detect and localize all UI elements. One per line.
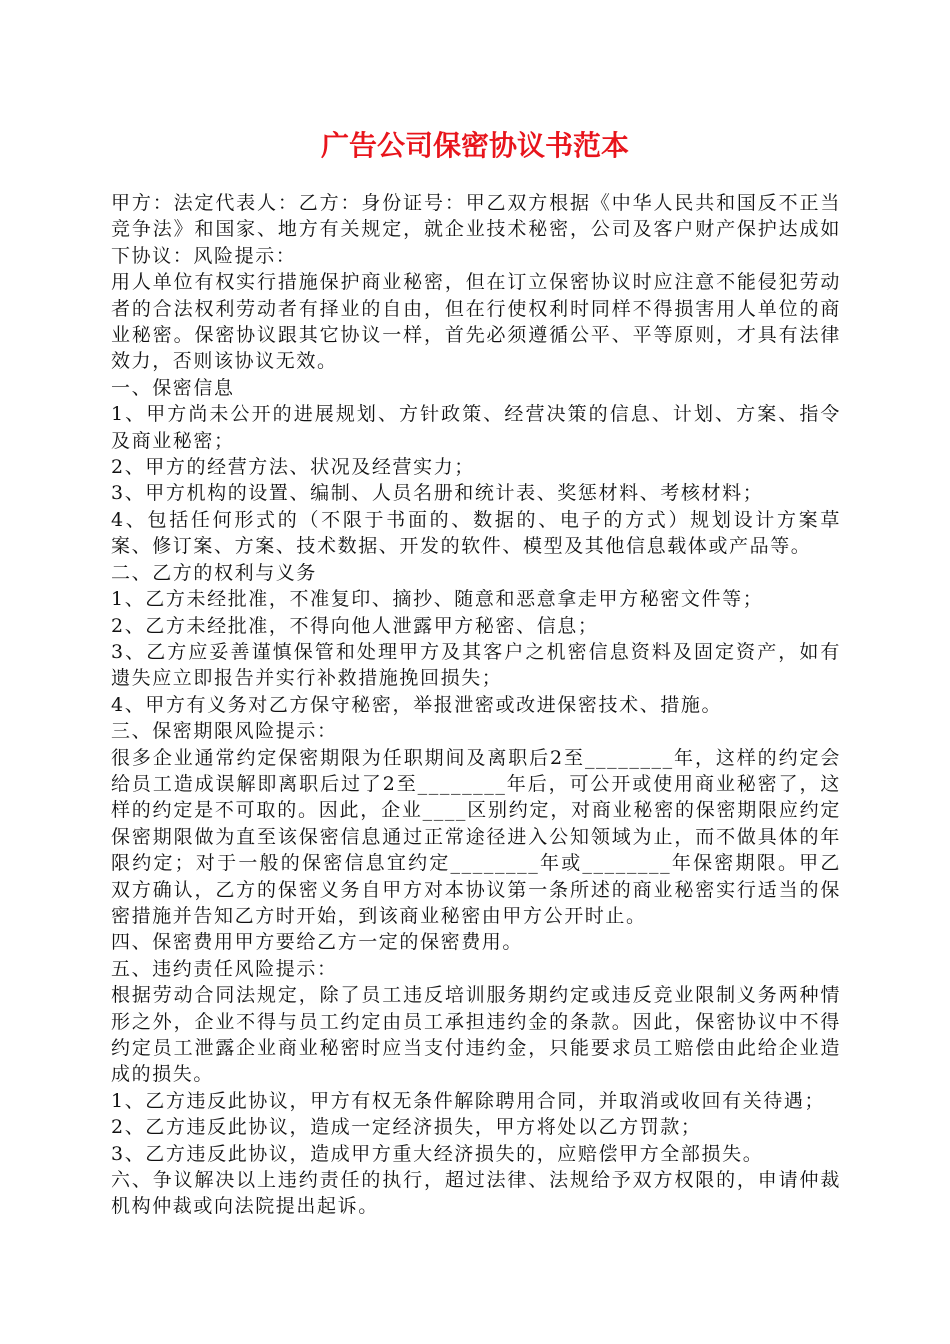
- document-title: 广告公司保密协议书范本: [320, 129, 629, 162]
- paragraph-period-details: 很多企业通常约定保密期限为任职期间及离职后2至________年，这样的约定会给员工造成误解即离职后过了2至________年后，可公开或使用商业秘密了，这样的约定是不可取的。因此，企业____区别约定，对商业秘密的保密期限应约定保密期限做为直至该保密信息通过正常途径进入公知领域为止，而不做具体的年限约定；对于一般的保密信息宜约定________年或________年保密期限。甲乙双方确认，乙方的保密义务自甲方对本协议第一条所述的商业秘密实行适当的保密措施并告知乙方时开始，到该商业秘密由甲方公开时止。: [111, 746, 841, 927]
- paragraph-breach-details: 根据劳动合同法规定，除了员工违反培训服务期约定或违反竞业限制义务两种情形之外，企业不得与员工约定由员工承担违约金的条款。因此，保密协议中不得约定员工泄露企业商业秘密时应当支付违约金，只能要求员工赔偿由此给企业造成的损失。: [111, 984, 841, 1086]
- heading-breach-liability: 五、违约责任风险提示：: [111, 957, 338, 980]
- clause-2-1: 1、乙方未经批准，不准复印、摘抄、随意和恶意拿走甲方秘密文件等；: [111, 588, 764, 611]
- heading-confidentiality-fee: 四、保密费用甲方要给乙方一定的保密费用。: [111, 931, 524, 954]
- clause-2-4: 4、甲方有义务对乙方保守秘密，举报泄密或改进保密技术、措施。: [111, 693, 723, 716]
- heading-rights-duties: 二、乙方的权利与义务: [111, 561, 318, 584]
- document-body: [111, 190, 841, 1220]
- heading-confidentiality-period: 三、保密期限风险提示：: [111, 720, 338, 743]
- heading-confidential-info: 一、保密信息: [111, 376, 235, 399]
- clause-1-3: 3、甲方机构的设置、编制、人员名册和统计表、奖惩材料、考核材料；: [111, 482, 764, 505]
- clause-1-1: 1、甲方尚未公开的进展规划、方针政策、经营决策的信息、计划、方案、指令及商业秘密；: [111, 403, 841, 452]
- clause-2-2: 2、乙方未经批准，不得向他人泄露甲方秘密、信息；: [111, 614, 599, 637]
- clause-1-2: 2、甲方的经营方法、状况及经营实力；: [111, 456, 475, 479]
- heading-dispute-resolution: 六、争议解决以上违约责任的执行，超过法律、法规给予双方权限的，申请仲裁机构仲裁或向法院提出起诉。: [111, 1169, 841, 1218]
- clause-5-1: 1、乙方违反此协议，甲方有权无条件解除聘用合同，并取消或收回有关待遇；: [111, 1089, 826, 1112]
- paragraph-risk-note: 用人单位有权实行措施保护商业秘密，但在订立保密协议时应注意不能侵犯劳动者的合法权利劳动者有择业的自由，但在行使权利时同样不得损害用人单位的商业秘密。保密协议跟其它协议一样，首先必须遵循公平、平等原则，才具有法律效力，否则该协议无效。: [111, 271, 841, 373]
- paragraph-parties: 甲方：法定代表人：乙方：身份证号：甲乙双方根据《中华人民共和国反不正当竞争法》和国家、地方有关规定，就企业技术秘密，公司及客户财产保护达成如下协议：风险提示：: [111, 192, 841, 267]
- clause-2-3: 3、乙方应妥善谨慎保管和处理甲方及其客户之机密信息资料及固定资产，如有遗失应立即报告并实行补救措施挽回损失；: [111, 640, 841, 690]
- clause-5-3: 3、乙方违反此协议，造成甲方重大经济损失的，应赔偿甲方全部损失。: [111, 1142, 764, 1165]
- clause-1-4: 4、包括任何形式的（不限于书面的、数据的、电子的方式）规划设计方案草案、修订案、方案、技术数据、开发的软件、模型及其他信息载体或产品等。: [111, 508, 841, 558]
- clause-5-2: 2、乙方违反此协议，造成一定经济损失，甲方将处以乙方罚款；: [111, 1116, 702, 1139]
